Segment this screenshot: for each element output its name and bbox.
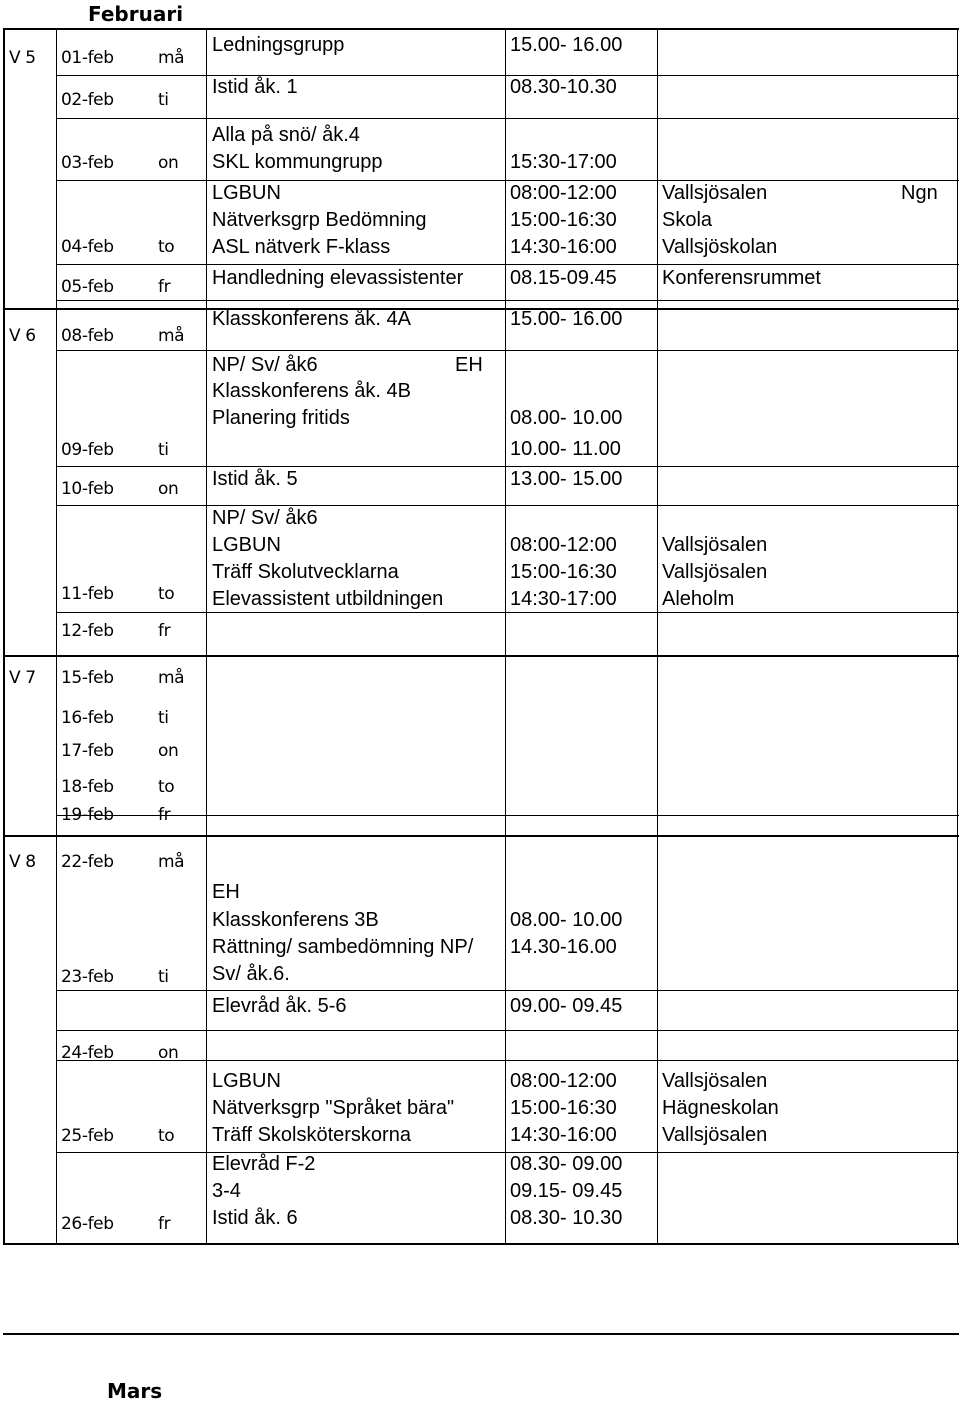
grid-line bbox=[3, 835, 959, 837]
day-date: 24-feb bbox=[61, 1042, 114, 1063]
event-place: Hägneskolan bbox=[662, 1097, 779, 1119]
event-note: Ngn bbox=[901, 182, 938, 204]
grid-line bbox=[56, 350, 959, 351]
grid-line bbox=[56, 28, 57, 1243]
event-time: 15:00-16:30 bbox=[510, 209, 617, 231]
event-tag: EH bbox=[455, 354, 483, 376]
event-activity: Nätverksgrp Bedömning bbox=[212, 209, 427, 231]
day-date: 08-feb bbox=[61, 325, 114, 346]
event-time: 14:30-17:00 bbox=[510, 588, 617, 610]
event-place: Vallsjösalen bbox=[662, 182, 768, 204]
event-time: 14:30-16:00 bbox=[510, 1124, 617, 1146]
grid-line bbox=[3, 28, 959, 30]
day-date: 16-feb bbox=[61, 707, 114, 728]
grid-line bbox=[56, 466, 959, 467]
event-activity: Träff Skolsköterskorna bbox=[212, 1124, 411, 1146]
event-activity: Sv/ åk.6. bbox=[212, 963, 290, 985]
event-activity: Istid åk. 5 bbox=[212, 468, 298, 490]
day-date: 26-feb bbox=[61, 1213, 114, 1234]
event-time: 08.30- 09.00 bbox=[510, 1153, 623, 1175]
day-date: 25-feb bbox=[61, 1125, 114, 1146]
day-weekday: fr bbox=[158, 620, 171, 641]
grid-line bbox=[206, 28, 207, 1243]
grid-line bbox=[56, 75, 959, 76]
day-date: 04-feb bbox=[61, 236, 114, 257]
event-time: 14:30-16:00 bbox=[510, 236, 617, 258]
event-activity: Alla på snö/ åk.4 bbox=[212, 124, 360, 146]
grid-line bbox=[56, 990, 959, 991]
event-time: 15.00- 16.00 bbox=[510, 34, 623, 56]
day-date: 15-feb bbox=[61, 667, 114, 688]
day-weekday: fr bbox=[158, 804, 171, 825]
grid-line bbox=[3, 655, 959, 657]
event-activity: Istid åk. 6 bbox=[212, 1207, 298, 1229]
grid-line bbox=[56, 300, 959, 301]
event-activity: LGBUN bbox=[212, 1070, 281, 1092]
event-time: 15:00-16:30 bbox=[510, 561, 617, 583]
event-time: 08:00-12:00 bbox=[510, 1070, 617, 1092]
event-activity: NP/ Sv/ åk6 bbox=[212, 507, 318, 529]
event-activity: Klasskonferens 3B bbox=[212, 909, 379, 931]
grid-line bbox=[56, 118, 959, 119]
grid-line bbox=[56, 264, 959, 265]
day-weekday: ti bbox=[158, 707, 169, 728]
grid-line bbox=[56, 1152, 959, 1153]
event-time: 13.00- 15.00 bbox=[510, 468, 623, 490]
event-time: 10.00- 11.00 bbox=[510, 438, 621, 460]
event-time: 15.00- 16.00 bbox=[510, 308, 623, 330]
grid-line bbox=[56, 505, 959, 506]
day-weekday: on bbox=[158, 740, 179, 761]
grid-line bbox=[56, 815, 959, 816]
grid-line bbox=[56, 1060, 959, 1061]
day-date: 19-feb bbox=[61, 804, 114, 825]
day-weekday: ti bbox=[158, 89, 169, 110]
event-time: 15:00-16:30 bbox=[510, 1097, 617, 1119]
event-activity: Elevråd F-2 bbox=[212, 1153, 316, 1175]
day-date: 18-feb bbox=[61, 776, 114, 797]
day-weekday: to bbox=[158, 583, 175, 604]
event-activity: Handledning elevassistenter bbox=[212, 267, 464, 289]
day-date: 22-feb bbox=[61, 851, 114, 872]
event-activity: ASL nätverk F-klass bbox=[212, 236, 391, 258]
grid-line bbox=[505, 28, 506, 1243]
day-weekday: må bbox=[158, 325, 185, 346]
day-date: 10-feb bbox=[61, 478, 114, 499]
day-weekday: on bbox=[158, 478, 179, 499]
event-time: 08.00- 10.00 bbox=[510, 909, 623, 931]
grid-line bbox=[3, 1333, 959, 1335]
event-activity: Nätverksgrp "Språket bära" bbox=[212, 1097, 455, 1119]
day-weekday: ti bbox=[158, 966, 169, 987]
event-time: 08.15-09.45 bbox=[510, 267, 617, 289]
event-place: Vallsjösalen bbox=[662, 561, 768, 583]
day-weekday: to bbox=[158, 236, 175, 257]
day-date: 11-feb bbox=[61, 583, 114, 604]
grid-line bbox=[3, 28, 5, 1243]
day-date: 09-feb bbox=[61, 439, 114, 460]
event-place: Skola bbox=[662, 209, 713, 231]
event-time: 09.15- 09.45 bbox=[510, 1180, 623, 1202]
event-activity: Ledningsgrupp bbox=[212, 34, 345, 56]
week-label: V 8 bbox=[9, 851, 36, 872]
day-date: 03-feb bbox=[61, 152, 114, 173]
event-place: Konferensrummet bbox=[662, 267, 821, 289]
event-activity: Elevråd åk. 5-6 bbox=[212, 995, 347, 1017]
day-weekday: on bbox=[158, 1042, 179, 1063]
day-weekday: to bbox=[158, 776, 175, 797]
event-time: 08:00-12:00 bbox=[510, 534, 617, 556]
event-time: 08:00-12:00 bbox=[510, 182, 617, 204]
event-activity: EH bbox=[212, 881, 240, 903]
day-weekday: to bbox=[158, 1125, 175, 1146]
day-weekday: fr bbox=[158, 1213, 171, 1234]
day-weekday: må bbox=[158, 667, 185, 688]
event-place: Aleholm bbox=[662, 588, 735, 610]
event-place: Vallsjöskolan bbox=[662, 236, 778, 258]
month-title: Februari bbox=[88, 2, 184, 26]
week-label: V 7 bbox=[9, 667, 36, 688]
event-activity: 3-4 bbox=[212, 1180, 241, 1202]
event-activity: Rättning/ sambedömning NP/ bbox=[212, 936, 474, 958]
day-date: 02-feb bbox=[61, 89, 114, 110]
event-time: 08.30-10.30 bbox=[510, 76, 617, 98]
day-weekday: ti bbox=[158, 439, 169, 460]
event-place: Vallsjösalen bbox=[662, 1070, 768, 1092]
week-label: V 6 bbox=[9, 325, 36, 346]
day-date: 05-feb bbox=[61, 276, 114, 297]
day-weekday: fr bbox=[158, 276, 171, 297]
grid-line bbox=[957, 28, 958, 1243]
grid-line bbox=[56, 612, 959, 613]
event-time: 15:30-17:00 bbox=[510, 151, 617, 173]
event-activity: LGBUN bbox=[212, 182, 281, 204]
event-activity: Istid åk. 1 bbox=[212, 76, 298, 98]
day-date: 17-feb bbox=[61, 740, 114, 761]
event-activity: NP/ Sv/ åk6 bbox=[212, 354, 318, 376]
event-activity: LGBUN bbox=[212, 534, 281, 556]
event-activity: SKL kommungrupp bbox=[212, 151, 383, 173]
event-activity: Klasskonferens åk. 4A bbox=[212, 308, 411, 330]
grid-line bbox=[657, 28, 658, 1243]
week-label: V 5 bbox=[9, 47, 36, 68]
day-date: 01-feb bbox=[61, 47, 114, 68]
event-activity: Elevassistent utbildningen bbox=[212, 588, 444, 610]
event-activity: Planering fritids bbox=[212, 407, 350, 429]
next-month-title: Mars bbox=[107, 1379, 163, 1403]
day-weekday: on bbox=[158, 152, 179, 173]
grid-line bbox=[56, 1030, 959, 1031]
event-time: 08.30- 10.30 bbox=[510, 1207, 623, 1229]
day-weekday: må bbox=[158, 47, 185, 68]
grid-line bbox=[3, 308, 959, 310]
event-place: Vallsjösalen bbox=[662, 534, 768, 556]
day-weekday: må bbox=[158, 851, 185, 872]
event-activity: Klasskonferens åk. 4B bbox=[212, 380, 411, 402]
event-time: 09.00- 09.45 bbox=[510, 995, 623, 1017]
event-time: 14.30-16.00 bbox=[510, 936, 617, 958]
event-time: 08.00- 10.00 bbox=[510, 407, 623, 429]
grid-line bbox=[56, 180, 959, 181]
event-place: Vallsjösalen bbox=[662, 1124, 768, 1146]
day-date: 12-feb bbox=[61, 620, 114, 641]
grid-line bbox=[3, 1243, 959, 1245]
day-date: 23-feb bbox=[61, 966, 114, 987]
event-activity: Träff Skolutvecklarna bbox=[212, 561, 399, 583]
